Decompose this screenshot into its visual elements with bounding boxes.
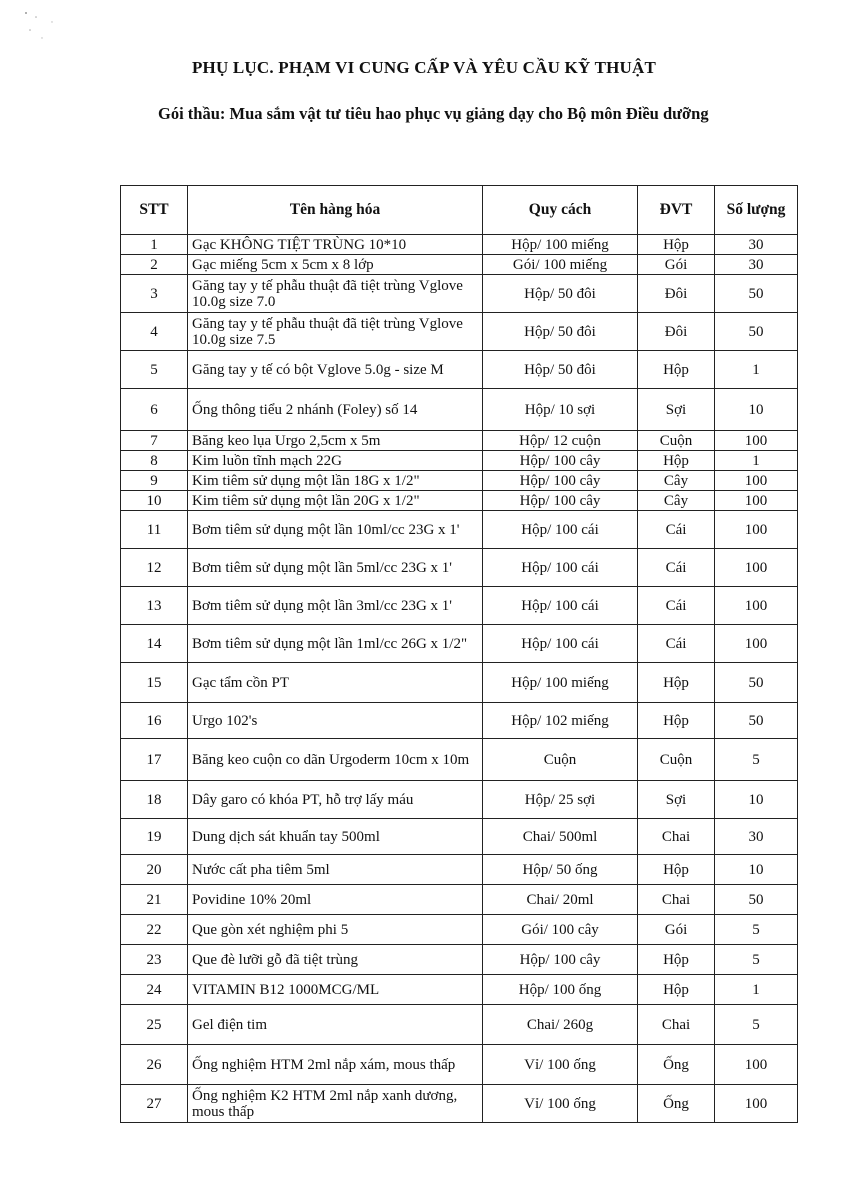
header-name: Tên hàng hóa — [188, 186, 483, 235]
row-name: Nước cất pha tiêm 5ml — [188, 855, 483, 885]
row-spec: Chai/ 500ml — [483, 819, 638, 855]
row-stt: 23 — [121, 945, 188, 975]
row-stt: 21 — [121, 885, 188, 915]
row-name: Găng tay y tế phẫu thuật đã tiệt trùng Vglove 10.0g size 7.0 — [188, 275, 483, 313]
row-spec: Hộp/ 50 ống — [483, 855, 638, 885]
row-name: Bơm tiêm sử dụng một lần 5ml/cc 23G x 1' — [188, 549, 483, 587]
table-row — [121, 451, 798, 471]
supply-table — [120, 185, 798, 1123]
row-spec: Hộp/ 100 cây — [483, 471, 638, 491]
row-spec: Chai/ 20ml — [483, 885, 638, 915]
table-row — [121, 255, 798, 275]
row-stt: 5 — [121, 351, 188, 389]
row-stt: 16 — [121, 703, 188, 739]
row-name: Kim tiêm sử dụng một lần 18G x 1/2" — [188, 471, 483, 491]
row-qty: 100 — [715, 1085, 798, 1123]
row-qty: 100 — [715, 491, 798, 511]
row-stt: 13 — [121, 587, 188, 625]
table-row — [121, 975, 798, 1005]
row-spec: Hộp/ 100 ống — [483, 975, 638, 1005]
row-spec: Hộp/ 100 cái — [483, 587, 638, 625]
row-unit: Cái — [638, 625, 715, 663]
header-stt: STT — [121, 186, 188, 235]
row-stt: 12 — [121, 549, 188, 587]
row-qty: 100 — [715, 625, 798, 663]
table-row — [121, 431, 798, 451]
row-unit: Cái — [638, 587, 715, 625]
table-row — [121, 945, 798, 975]
table-row — [121, 471, 798, 491]
row-spec: Hộp/ 50 đôi — [483, 313, 638, 351]
row-spec: Gói/ 100 miếng — [483, 255, 638, 275]
table-row — [121, 739, 798, 781]
row-qty: 10 — [715, 781, 798, 819]
row-spec: Hộp/ 25 sợi — [483, 781, 638, 819]
row-unit: Hộp — [638, 703, 715, 739]
row-qty: 50 — [715, 663, 798, 703]
row-stt: 4 — [121, 313, 188, 351]
row-qty: 30 — [715, 235, 798, 255]
row-spec: Hộp/ 100 cây — [483, 451, 638, 471]
row-spec: Vỉ/ 100 ống — [483, 1045, 638, 1085]
row-unit: Ống — [638, 1045, 715, 1085]
row-name: Dây garo có khóa PT, hỗ trợ lấy máu — [188, 781, 483, 819]
row-stt: 22 — [121, 915, 188, 945]
row-unit: Cái — [638, 549, 715, 587]
row-spec: Cuộn — [483, 739, 638, 781]
row-spec: Hộp/ 50 đôi — [483, 351, 638, 389]
row-name: Bơm tiêm sử dụng một lần 3ml/cc 23G x 1' — [188, 587, 483, 625]
table-row — [121, 819, 798, 855]
row-spec: Vỉ/ 100 ống — [483, 1085, 638, 1123]
row-unit: Hộp — [638, 855, 715, 885]
row-name: Povidine 10% 20ml — [188, 885, 483, 915]
row-stt: 18 — [121, 781, 188, 819]
row-stt: 9 — [121, 471, 188, 491]
row-stt: 20 — [121, 855, 188, 885]
table-row — [121, 1005, 798, 1045]
row-stt: 25 — [121, 1005, 188, 1045]
table-row — [121, 1045, 798, 1085]
row-stt: 19 — [121, 819, 188, 855]
row-stt: 15 — [121, 663, 188, 703]
row-spec: Chai/ 260g — [483, 1005, 638, 1045]
row-qty: 10 — [715, 855, 798, 885]
row-spec: Hộp/ 102 miếng — [483, 703, 638, 739]
row-unit: Gói — [638, 915, 715, 945]
row-qty: 30 — [715, 819, 798, 855]
row-unit: Hộp — [638, 351, 715, 389]
row-name: Kim luồn tĩnh mạch 22G — [188, 451, 483, 471]
row-qty: 100 — [715, 511, 798, 549]
row-unit: Đôi — [638, 313, 715, 351]
table-row — [121, 491, 798, 511]
row-unit: Hộp — [638, 663, 715, 703]
row-name: Găng tay y tế có bột Vglove 5.0g - size M — [188, 351, 483, 389]
row-stt: 27 — [121, 1085, 188, 1123]
row-spec: Hộp/ 100 miếng — [483, 235, 638, 255]
package-description: Gói thầu: Mua sắm vật tư tiêu hao phục vụ giảng dạy cho Bộ môn Điều dưỡng — [158, 104, 709, 123]
row-qty: 30 — [715, 255, 798, 275]
row-stt: 17 — [121, 739, 188, 781]
row-name: Gel điện tim — [188, 1005, 483, 1045]
row-unit: Cái — [638, 511, 715, 549]
scan-speck-marks — [22, 8, 62, 48]
row-stt: 14 — [121, 625, 188, 663]
row-spec: Hộp/ 100 cái — [483, 625, 638, 663]
table-row — [121, 351, 798, 389]
row-name: Ống thông tiểu 2 nhánh (Foley) số 14 — [188, 389, 483, 431]
row-qty: 10 — [715, 389, 798, 431]
row-unit: Cây — [638, 491, 715, 511]
table-header-row — [121, 186, 798, 235]
row-unit: Gói — [638, 255, 715, 275]
row-stt: 1 — [121, 235, 188, 255]
table-row — [121, 915, 798, 945]
table-row — [121, 389, 798, 431]
header-unit: ĐVT — [638, 186, 715, 235]
page-title: PHỤ LỤC. PHẠM VI CUNG CẤP VÀ YÊU CẦU KỸ THUẬT — [191, 58, 657, 77]
table-row — [121, 313, 798, 351]
row-name: Bơm tiêm sử dụng một lần 10ml/cc 23G x 1' — [188, 511, 483, 549]
row-qty: 1 — [715, 451, 798, 471]
row-spec: Gói/ 100 cây — [483, 915, 638, 945]
row-qty: 50 — [715, 703, 798, 739]
row-unit: Ống — [638, 1085, 715, 1123]
row-qty: 1 — [715, 975, 798, 1005]
row-qty: 5 — [715, 739, 798, 781]
row-name: Gạc KHÔNG TIỆT TRÙNG 10*10 — [188, 235, 483, 255]
row-spec: Hộp/ 50 đôi — [483, 275, 638, 313]
row-name: Băng keo lụa Urgo 2,5cm x 5m — [188, 431, 483, 451]
row-spec: Hộp/ 100 cái — [483, 511, 638, 549]
row-stt: 2 — [121, 255, 188, 275]
row-qty: 50 — [715, 275, 798, 313]
row-stt: 26 — [121, 1045, 188, 1085]
row-name: Ống nghiệm K2 HTM 2ml nắp xanh dương, mous thấp — [188, 1085, 483, 1123]
row-unit: Chai — [638, 1005, 715, 1045]
row-name: Urgo 102's — [188, 703, 483, 739]
row-unit: Cây — [638, 471, 715, 491]
table-row — [121, 703, 798, 739]
row-unit: Hộp — [638, 451, 715, 471]
row-qty: 50 — [715, 885, 798, 915]
header-qty: Số lượng — [715, 186, 798, 235]
row-name: Băng keo cuộn co dãn Urgoderm 10cm x 10m — [188, 739, 483, 781]
row-name: Bơm tiêm sử dụng một lần 1ml/cc 26G x 1/2" — [188, 625, 483, 663]
row-stt: 3 — [121, 275, 188, 313]
table-row — [121, 511, 798, 549]
row-unit: Hộp — [638, 945, 715, 975]
row-unit: Đôi — [638, 275, 715, 313]
row-name: Que gòn xét nghiệm phi 5 — [188, 915, 483, 945]
row-unit: Chai — [638, 885, 715, 915]
row-unit: Hộp — [638, 235, 715, 255]
row-spec: Hộp/ 100 miếng — [483, 663, 638, 703]
row-unit: Sợi — [638, 389, 715, 431]
row-unit: Hộp — [638, 975, 715, 1005]
row-spec: Hộp/ 100 cây — [483, 491, 638, 511]
header-spec: Quy cách — [483, 186, 638, 235]
row-spec: Hộp/ 12 cuộn — [483, 431, 638, 451]
table-row — [121, 885, 798, 915]
row-unit: Sợi — [638, 781, 715, 819]
table-row — [121, 781, 798, 819]
table-row — [121, 235, 798, 255]
row-name: Dung dịch sát khuẩn tay 500ml — [188, 819, 483, 855]
table-row — [121, 855, 798, 885]
row-qty: 100 — [715, 471, 798, 491]
row-stt: 6 — [121, 389, 188, 431]
row-name: Kim tiêm sử dụng một lần 20G x 1/2" — [188, 491, 483, 511]
row-name: Gạc miếng 5cm x 5cm x 8 lớp — [188, 255, 483, 275]
row-qty: 5 — [715, 1005, 798, 1045]
row-name: Ống nghiệm HTM 2ml nắp xám, mous thấp — [188, 1045, 483, 1085]
row-stt: 7 — [121, 431, 188, 451]
row-qty: 100 — [715, 431, 798, 451]
row-qty: 5 — [715, 945, 798, 975]
table-row — [121, 587, 798, 625]
row-qty: 1 — [715, 351, 798, 389]
row-spec: Hộp/ 100 cây — [483, 945, 638, 975]
row-spec: Hộp/ 10 sợi — [483, 389, 638, 431]
row-unit: Cuộn — [638, 739, 715, 781]
row-name: Găng tay y tế phẫu thuật đã tiệt trùng Vglove 10.0g size 7.5 — [188, 313, 483, 351]
row-stt: 10 — [121, 491, 188, 511]
row-qty: 100 — [715, 587, 798, 625]
row-name: Gạc tẩm cồn PT — [188, 663, 483, 703]
table-row — [121, 549, 798, 587]
row-unit: Cuộn — [638, 431, 715, 451]
table-row — [121, 625, 798, 663]
row-qty: 50 — [715, 313, 798, 351]
row-stt: 24 — [121, 975, 188, 1005]
row-stt: 11 — [121, 511, 188, 549]
row-qty: 100 — [715, 1045, 798, 1085]
row-qty: 5 — [715, 915, 798, 945]
table-row — [121, 663, 798, 703]
row-qty: 100 — [715, 549, 798, 587]
row-name: Que đè lưỡi gỗ đã tiệt trùng — [188, 945, 483, 975]
table-row — [121, 275, 798, 313]
table-row — [121, 1085, 798, 1123]
row-unit: Chai — [638, 819, 715, 855]
row-stt: 8 — [121, 451, 188, 471]
row-spec: Hộp/ 100 cái — [483, 549, 638, 587]
row-name: VITAMIN B12 1000MCG/ML — [188, 975, 483, 1005]
